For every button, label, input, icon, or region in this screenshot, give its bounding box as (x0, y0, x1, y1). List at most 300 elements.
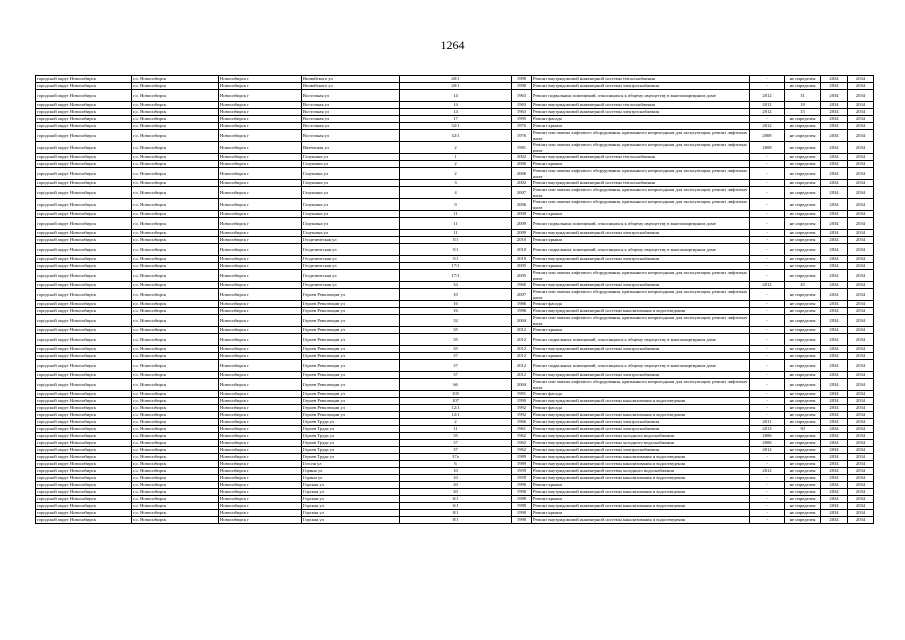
cell-municipality: городской округ Новосибирск (36, 372, 132, 379)
cell-build-year: 1966 (512, 419, 532, 426)
cell-work-type: Ремонт крыши (532, 161, 750, 168)
cell-settlement: г.о. Новосибирск (132, 360, 219, 372)
cell-plan-end: 2034 (848, 211, 874, 218)
cell-last-repair-year: - (750, 237, 785, 244)
cell-locality: Новосибирск г (219, 180, 302, 187)
cell-house-number: 16 (400, 301, 512, 308)
cell-last-repair-year: - (750, 187, 785, 199)
cell-plan-end: 2034 (848, 130, 874, 142)
cell-build-year: 1990 (512, 510, 532, 517)
table-row (36, 372, 874, 379)
cell-municipality: городской округ Новосибирск (36, 301, 132, 308)
cell-settlement: г.о. Новосибирск (132, 379, 219, 391)
cell-house-number: 11 (400, 211, 512, 218)
cell-locality: Новосибирск г (219, 489, 302, 496)
cell-wear-percent: не определен (785, 315, 821, 327)
cell-locality: Новосибирск г (219, 168, 302, 180)
cell-last-repair-year: - (750, 263, 785, 270)
cell-plan-end: 2034 (848, 391, 874, 398)
cell-settlement: г.о. Новосибирск (132, 154, 219, 161)
cell-plan-end: 2034 (848, 244, 874, 256)
cell-plan-end: 2034 (848, 475, 874, 482)
cell-work-type: Ремонт внутридомовой инженерной системы электроснабжения (532, 230, 750, 237)
cell-locality: Новосибирск г (219, 187, 302, 199)
table-row (36, 76, 874, 83)
table-row (36, 419, 874, 426)
cell-house-number: 17/1 (400, 263, 512, 270)
cell-wear-percent: не определен (785, 447, 821, 454)
table-row (36, 447, 874, 454)
cell-house-number: 35 (400, 327, 512, 334)
cell-plan-start: 2034 (821, 412, 848, 419)
table-row (36, 161, 874, 168)
table-row (36, 187, 874, 199)
cell-street: Героев Труда ул (302, 440, 400, 447)
cell-work-type: Ремонт внутридомовой инженерной системы канализования и водоотведения (532, 398, 750, 405)
cell-work-type: Ремонт или замена лифтового оборудования, признанного непригодным для эксплуатации, ремонт лифтовых шахт (532, 130, 750, 142)
cell-wear-percent: не определен (785, 289, 821, 301)
cell-street: Горская ул (302, 503, 400, 510)
cell-wear-percent: не определен (785, 301, 821, 308)
cell-plan-start: 2034 (821, 372, 848, 379)
cell-last-repair-year: 2012 (750, 90, 785, 102)
cell-wear-percent: не определен (785, 433, 821, 440)
cell-street: Горская ул (302, 510, 400, 517)
cell-locality: Новосибирск г (219, 142, 302, 154)
cell-build-year: 1962 (512, 440, 532, 447)
cell-settlement: г.о. Новосибирск (132, 496, 219, 503)
cell-plan-end: 2034 (848, 109, 874, 116)
cell-plan-end: 2034 (848, 102, 874, 109)
cell-settlement: г.о. Новосибирск (132, 433, 219, 440)
cell-last-repair-year: - (750, 308, 785, 315)
cell-house-number: 20 (400, 489, 512, 496)
cell-wear-percent: 31 (785, 90, 821, 102)
cell-last-repair-year: - (750, 289, 785, 301)
cell-wear-percent: не определен (785, 76, 821, 83)
cell-build-year: 2012 (512, 334, 532, 346)
cell-street: Геодезическая ул (302, 282, 400, 289)
cell-street: Вилюйского ул (302, 83, 400, 90)
cell-wear-percent: не определен (785, 168, 821, 180)
cell-street: Горская ул (302, 517, 400, 524)
cell-house-number: 17/1 (400, 270, 512, 282)
cell-settlement: г.о. Новосибирск (132, 301, 219, 308)
cell-plan-start: 2034 (821, 270, 848, 282)
cell-settlement: г.о. Новосибирск (132, 187, 219, 199)
cell-municipality: городской округ Новосибирск (36, 327, 132, 334)
cell-street: Героев Революции ул (302, 412, 400, 419)
cell-plan-end: 2034 (848, 161, 874, 168)
cell-plan-start: 2034 (821, 83, 848, 90)
table-row (36, 168, 874, 180)
table-row (36, 461, 874, 468)
cell-plan-start: 2034 (821, 475, 848, 482)
table-row (36, 102, 874, 109)
cell-municipality: городской округ Новосибирск (36, 419, 132, 426)
cell-build-year: 2009 (512, 230, 532, 237)
cell-street: Горская ул (302, 489, 400, 496)
cell-wear-percent: не определен (785, 391, 821, 398)
cell-last-repair-year: - (750, 398, 785, 405)
cell-settlement: г.о. Новосибирск (132, 440, 219, 447)
cell-settlement: г.о. Новосибирск (132, 503, 219, 510)
table-row (36, 468, 874, 475)
cell-build-year: 1963 (512, 90, 532, 102)
cell-build-year: 2010 (512, 237, 532, 244)
cell-house-number: 66 (400, 379, 512, 391)
cell-build-year: 1986 (512, 301, 532, 308)
cell-build-year: 1963 (512, 109, 532, 116)
table-row (36, 90, 874, 102)
cell-plan-end: 2034 (848, 454, 874, 461)
cell-build-year: 1960 (512, 282, 532, 289)
cell-street: Восточная ул (302, 102, 400, 109)
cell-locality: Новосибирск г (219, 412, 302, 419)
cell-locality: Новосибирск г (219, 496, 302, 503)
cell-house-number: 8/1 (400, 510, 512, 517)
cell-municipality: городской округ Новосибирск (36, 187, 132, 199)
cell-settlement: г.о. Новосибирск (132, 334, 219, 346)
cell-build-year: 1961 (512, 426, 532, 433)
cell-last-repair-year: 2012 (750, 109, 785, 116)
cell-municipality: городской округ Новосибирск (36, 482, 132, 489)
cell-work-type: Ремонт внутридомовой инженерной системы электроснабжения (532, 256, 750, 263)
cell-municipality: городской округ Новосибирск (36, 308, 132, 315)
table-row (36, 475, 874, 482)
cell-wear-percent: не определен (785, 123, 821, 130)
cell-plan-start: 2034 (821, 76, 848, 83)
cell-street: Геодезическая ул (302, 263, 400, 270)
cell-locality: Новосибирск г (219, 211, 302, 218)
cell-build-year: 1962 (512, 433, 532, 440)
cell-last-repair-year: - (750, 412, 785, 419)
cell-municipality: городской округ Новосибирск (36, 468, 132, 475)
cell-build-year: 2010 (512, 256, 532, 263)
cell-house-number: 5/1 (400, 244, 512, 256)
cell-plan-start: 2034 (821, 130, 848, 142)
cell-street: Гаоушина ул (302, 168, 400, 180)
cell-plan-start: 2034 (821, 517, 848, 524)
cell-build-year: 2005 (512, 270, 532, 282)
table-row (36, 130, 874, 142)
cell-settlement: г.о. Новосибирск (132, 447, 219, 454)
cell-municipality: городской округ Новосибирск (36, 180, 132, 187)
table-row (36, 503, 874, 510)
cell-wear-percent: не определен (785, 263, 821, 270)
cell-wear-percent: не определен (785, 256, 821, 263)
cell-settlement: г.о. Новосибирск (132, 237, 219, 244)
cell-locality: Новосибирск г (219, 154, 302, 161)
cell-locality: Новосибирск г (219, 263, 302, 270)
cell-build-year: 2010 (512, 244, 532, 256)
table-row (36, 398, 874, 405)
cell-street: Гаоушина ул (302, 187, 400, 199)
cell-plan-end: 2034 (848, 301, 874, 308)
cell-work-type: Ремонт фасада (532, 301, 750, 308)
cell-house-number: 37 (400, 372, 512, 379)
cell-work-type: Ремонт или замена лифтового оборудования, признанного непригодным для эксплуатации, ремонт лифтовых шахт (532, 142, 750, 154)
repair-register-table (35, 75, 874, 524)
cell-house-number: 35 (400, 346, 512, 353)
cell-plan-end: 2034 (848, 482, 874, 489)
cell-build-year: 1962 (512, 447, 532, 454)
cell-locality: Новосибирск г (219, 315, 302, 327)
cell-municipality: городской округ Новосибирск (36, 90, 132, 102)
cell-locality: Новосибирск г (219, 398, 302, 405)
cell-street: Горина ул (302, 468, 400, 475)
cell-work-type: Ремонт крыши (532, 327, 750, 334)
cell-work-type: Ремонт внутридомовой инженерной системы электроснабжения (532, 372, 750, 379)
cell-locality: Новосибирск г (219, 109, 302, 116)
cell-street: Вяземская ул (302, 142, 400, 154)
cell-plan-end: 2034 (848, 503, 874, 510)
cell-locality: Новосибирск г (219, 123, 302, 130)
cell-last-repair-year: - (750, 517, 785, 524)
cell-work-type: Ремонт внутридомовой инженерной системы электроснабжения (532, 83, 750, 90)
table-row (36, 517, 874, 524)
cell-street: Геодезическая ул (302, 256, 400, 263)
cell-wear-percent: не определен (785, 475, 821, 482)
cell-last-repair-year: - (750, 244, 785, 256)
cell-build-year: 2006 (512, 199, 532, 211)
cell-locality: Новосибирск г (219, 334, 302, 346)
cell-work-type: Ремонт подвальных помещений, относящихся к общему имуществу в многоквартирном доме (532, 90, 750, 102)
cell-wear-percent: не определен (785, 244, 821, 256)
cell-house-number: 8/1 (400, 517, 512, 524)
cell-last-repair-year: - (750, 161, 785, 168)
cell-build-year: 2004 (512, 379, 532, 391)
cell-plan-end: 2034 (848, 447, 874, 454)
cell-house-number: 37 (400, 447, 512, 454)
cell-municipality: городской округ Новосибирск (36, 83, 132, 90)
cell-work-type: Ремонт подвальных помещений, относящихся к общему имуществу в многоквартирном доме (532, 244, 750, 256)
cell-last-repair-year: - (750, 218, 785, 230)
cell-last-repair-year: - (750, 83, 785, 90)
cell-house-number: 37 (400, 440, 512, 447)
cell-plan-end: 2034 (848, 346, 874, 353)
cell-municipality: городской округ Новосибирск (36, 282, 132, 289)
cell-plan-end: 2034 (848, 142, 874, 154)
table-row (36, 180, 874, 187)
cell-street: Гоголя ул (302, 461, 400, 468)
cell-work-type: Ремонт внутридомовой инженерной системы канализования и водоотведения (532, 454, 750, 461)
cell-settlement: г.о. Новосибирск (132, 398, 219, 405)
cell-build-year: 1986 (512, 308, 532, 315)
cell-locality: Новосибирск г (219, 447, 302, 454)
cell-locality: Новосибирск г (219, 440, 302, 447)
cell-locality: Новосибирск г (219, 130, 302, 142)
cell-wear-percent: не определен (785, 353, 821, 360)
table-row (36, 489, 874, 496)
cell-build-year: 1992 (512, 412, 532, 419)
cell-house-number: 3 (400, 180, 512, 187)
cell-plan-end: 2034 (848, 237, 874, 244)
cell-plan-start: 2034 (821, 489, 848, 496)
cell-build-year: 1990 (512, 83, 532, 90)
cell-settlement: г.о. Новосибирск (132, 116, 219, 123)
cell-wear-percent: не определен (785, 130, 821, 142)
cell-locality: Новосибирск г (219, 510, 302, 517)
cell-work-type: Ремонт внутридомовой инженерной системы холодного водоснабжения (532, 433, 750, 440)
cell-plan-end: 2034 (848, 379, 874, 391)
cell-municipality: городской округ Новосибирск (36, 315, 132, 327)
cell-last-repair-year: - (750, 372, 785, 379)
table-row (36, 154, 874, 161)
cell-locality: Новосибирск г (219, 237, 302, 244)
cell-plan-end: 2034 (848, 412, 874, 419)
cell-locality: Новосибирск г (219, 461, 302, 468)
cell-last-repair-year: - (750, 301, 785, 308)
table-row (36, 123, 874, 130)
cell-settlement: г.о. Новосибирск (132, 218, 219, 230)
cell-wear-percent: не определен (785, 237, 821, 244)
cell-wear-percent: не определен (785, 360, 821, 372)
cell-plan-start: 2034 (821, 379, 848, 391)
cell-locality: Новосибирск г (219, 230, 302, 237)
cell-house-number: 6/1 (400, 503, 512, 510)
cell-plan-end: 2034 (848, 334, 874, 346)
cell-locality: Новосибирск г (219, 289, 302, 301)
cell-settlement: г.о. Новосибирск (132, 517, 219, 524)
cell-street: Вилюйского ул (302, 76, 400, 83)
cell-municipality: городской округ Новосибирск (36, 489, 132, 496)
cell-wear-percent: не определен (785, 412, 821, 419)
cell-wear-percent: не определен (785, 334, 821, 346)
cell-municipality: городской округ Новосибирск (36, 510, 132, 517)
cell-settlement: г.о. Новосибирск (132, 244, 219, 256)
cell-locality: Новосибирск г (219, 218, 302, 230)
cell-plan-end: 2034 (848, 123, 874, 130)
cell-locality: Новосибирск г (219, 83, 302, 90)
table-row (36, 244, 874, 256)
cell-house-number: 35 (400, 334, 512, 346)
cell-locality: Новосибирск г (219, 372, 302, 379)
cell-work-type: Ремонт подвальных помещений, относящихся к общему имуществу в многоквартирном доме (532, 360, 750, 372)
cell-settlement: г.о. Новосибирск (132, 510, 219, 517)
repair-register-table-container (35, 75, 873, 524)
cell-locality: Новосибирск г (219, 454, 302, 461)
cell-plan-start: 2034 (821, 308, 848, 315)
cell-wear-percent: не определен (785, 482, 821, 489)
cell-wear-percent: 18 (785, 102, 821, 109)
cell-last-repair-year: 2008 (750, 142, 785, 154)
cell-plan-end: 2034 (848, 426, 874, 433)
table-row (36, 282, 874, 289)
cell-wear-percent: не определен (785, 199, 821, 211)
cell-settlement: г.о. Новосибирск (132, 211, 219, 218)
cell-house-number: 11 (400, 230, 512, 237)
cell-street: Героев Труда ул (302, 447, 400, 454)
cell-street: Гаоушина ул (302, 218, 400, 230)
cell-build-year: 1990 (512, 398, 532, 405)
cell-work-type: Ремонт внутридомовой инженерной системы канализования и водоотведения (532, 475, 750, 482)
cell-last-repair-year: 2012 (750, 468, 785, 475)
cell-last-repair-year: 2012 (750, 282, 785, 289)
cell-street: Героев Революции ул (302, 391, 400, 398)
cell-build-year: 1959 (512, 475, 532, 482)
cell-plan-start: 2034 (821, 327, 848, 334)
cell-house-number: 40/1 (400, 83, 512, 90)
cell-build-year: 2007 (512, 187, 532, 199)
cell-municipality: городской округ Новосибирск (36, 218, 132, 230)
cell-last-repair-year: - (750, 461, 785, 468)
cell-plan-end: 2034 (848, 440, 874, 447)
cell-plan-start: 2034 (821, 180, 848, 187)
cell-street: Героев Революции ул (302, 289, 400, 301)
table-row (36, 496, 874, 503)
cell-work-type: Ремонт внутридомовой инженерной системы электроснабжения (532, 447, 750, 454)
cell-plan-start: 2034 (821, 187, 848, 199)
cell-municipality: городской округ Новосибирск (36, 109, 132, 116)
cell-municipality: городской округ Новосибирск (36, 334, 132, 346)
cell-build-year: 2012 (512, 327, 532, 334)
cell-street: Геодезическая ул (302, 237, 400, 244)
cell-street: Гаоушина ул (302, 161, 400, 168)
cell-build-year: 2002 (512, 180, 532, 187)
cell-house-number: 14 (400, 102, 512, 109)
cell-house-number: 37а (400, 454, 512, 461)
cell-plan-end: 2034 (848, 510, 874, 517)
cell-house-number: 32/1 (400, 123, 512, 130)
cell-work-type: Ремонт или замена лифтового оборудования, признанного непригодным для эксплуатации, ремонт лифтовых шахт (532, 187, 750, 199)
cell-settlement: г.о. Новосибирск (132, 270, 219, 282)
cell-plan-end: 2034 (848, 90, 874, 102)
cell-municipality: городской округ Новосибирск (36, 405, 132, 412)
cell-house-number: 12/1 (400, 405, 512, 412)
cell-locality: Новосибирск г (219, 199, 302, 211)
cell-locality: Новосибирск г (219, 161, 302, 168)
cell-build-year: 1976 (512, 130, 532, 142)
cell-build-year: 1989 (512, 454, 532, 461)
cell-locality: Новосибирск г (219, 503, 302, 510)
table-row (36, 237, 874, 244)
cell-settlement: г.о. Новосибирск (132, 308, 219, 315)
cell-work-type: Ремонт внутридомовой инженерной системы канализования и водоотведения (532, 503, 750, 510)
cell-last-repair-year: 2011 (750, 419, 785, 426)
cell-municipality: городской округ Новосибирск (36, 454, 132, 461)
cell-house-number: 1 (400, 154, 512, 161)
cell-last-repair-year: - (750, 496, 785, 503)
cell-settlement: г.о. Новосибирск (132, 142, 219, 154)
cell-municipality: городской округ Новосибирск (36, 379, 132, 391)
cell-plan-end: 2034 (848, 282, 874, 289)
cell-build-year: 1981 (512, 142, 532, 154)
cell-wear-percent: 50 (785, 426, 821, 433)
cell-last-repair-year: - (750, 116, 785, 123)
cell-house-number: 16 (400, 308, 512, 315)
cell-plan-end: 2034 (848, 405, 874, 412)
cell-plan-end: 2034 (848, 263, 874, 270)
cell-work-type: Ремонт подвальных помещений, относящихся к общему имуществу в многоквартирном доме (532, 218, 750, 230)
cell-plan-end: 2034 (848, 187, 874, 199)
cell-last-repair-year: - (750, 379, 785, 391)
cell-house-number: 14 (400, 109, 512, 116)
cell-plan-start: 2034 (821, 199, 848, 211)
cell-wear-percent: 45 (785, 282, 821, 289)
cell-locality: Новосибирск г (219, 353, 302, 360)
cell-plan-start: 2034 (821, 510, 848, 517)
cell-build-year: 2004 (512, 315, 532, 327)
cell-locality: Новосибирск г (219, 327, 302, 334)
cell-settlement: г.о. Новосибирск (132, 327, 219, 334)
cell-locality: Новосибирск г (219, 426, 302, 433)
cell-house-number: 10 (400, 289, 512, 301)
cell-house-number: 5/1 (400, 256, 512, 263)
cell-locality: Новосибирск г (219, 475, 302, 482)
cell-last-repair-year: 2008 (750, 130, 785, 142)
cell-street: Геодезическая ул (302, 270, 400, 282)
